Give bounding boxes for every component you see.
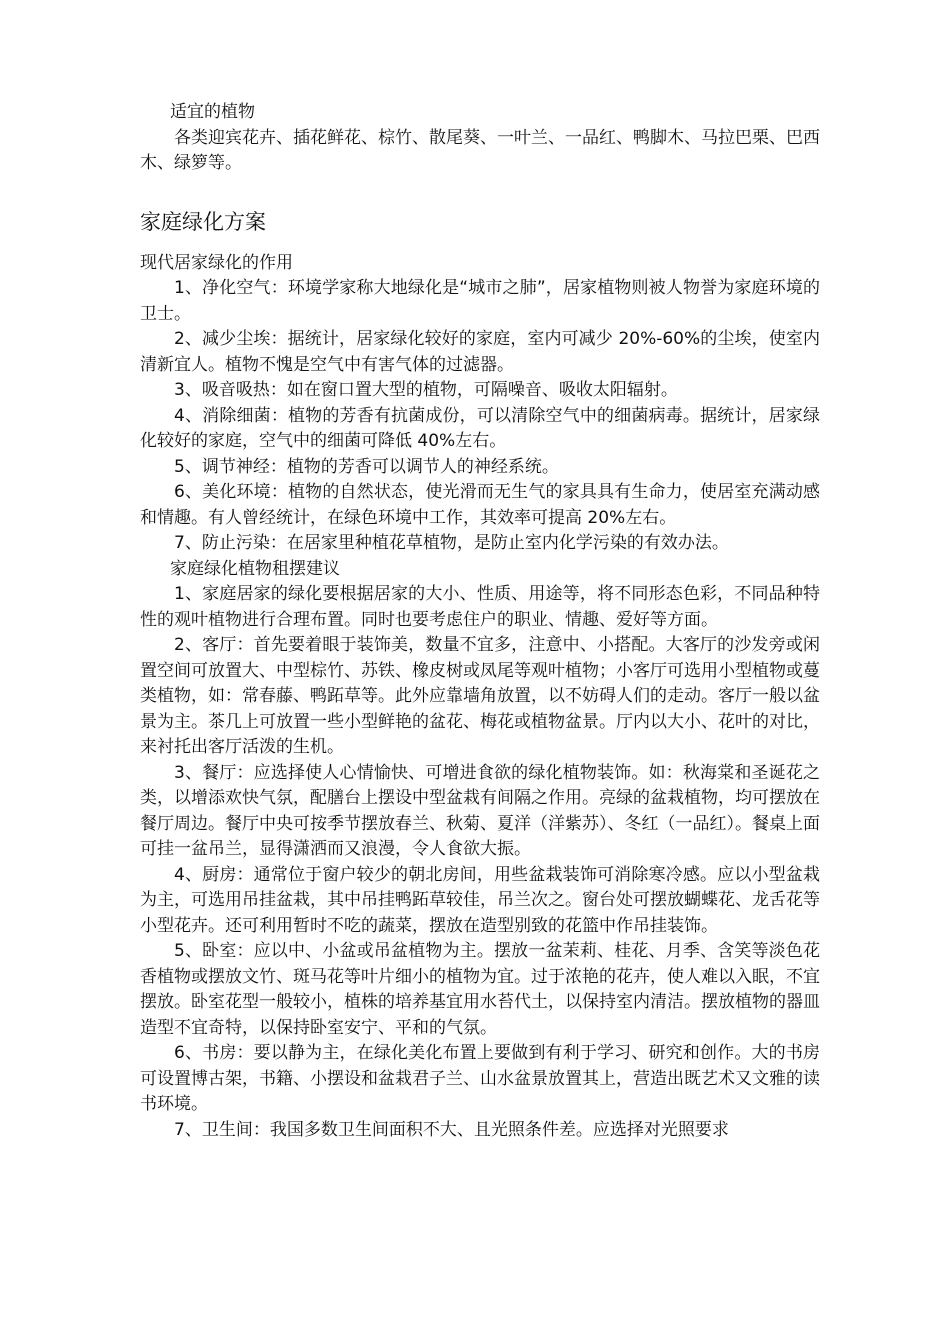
paragraph-advice-bedroom: 5、卧室：应以中、小盆或吊盆植物为主。摆放一盆茉莉、桂花、月季、含笑等淡色花香植物或摆放文竹、斑马花等叶片细小的植物为宜。过于浓艳的花卉，使人难以入眠，不宜摆放。卧室花型一般较小，植株的培养基宜用水苔代土，以保持室内清洁。摆放植物的器皿造型不宜奇特，以保持卧室安宁、平和的气氛。 bbox=[140, 941, 820, 1038]
subheading-rental-advice: 家庭绿化植物租摆建议 bbox=[170, 558, 340, 579]
paragraph-function-2: 2、减少尘埃：据统计，居家绿化较好的家庭，室内可减少 20%-60%的尘埃，使室内清新宜人。植物不愧是空气中有害气体的过滤器。 bbox=[140, 329, 820, 375]
subheading-greening-functions: 现代居家绿化的作用 bbox=[140, 252, 293, 273]
paragraph-advice-1: 1、家庭居家的绿化要根据居家的大小、性质、用途等，将不同形态色彩，不同品种特性的观叶植物进行合理布置。同时也要考虑住户的职业、情趣、爱好等方面。 bbox=[140, 584, 820, 630]
paragraph-suitable-plants: 各类迎宾花卉、插花鲜花、棕竹、散尾葵、一叶兰、一品红、鸭脚木、马拉巴栗、巴西木、绿箩等。 bbox=[140, 127, 820, 173]
paragraph-advice-study: 6、书房：要以静为主，在绿化美化布置上要做到有利于学习、研究和创作。大的书房可设置博古架，书籍、小摆设和盆栽君子兰、山水盆景放置其上，营造出既艺术又文雅的读书环境。 bbox=[140, 1043, 820, 1114]
paragraph-function-5: 5、调节神经：植物的芳香可以调节人的神经系统。 bbox=[174, 456, 559, 477]
paragraph-function-7: 7、防止污染：在居家里种植花草植物，是防止室内化学污染的有效办法。 bbox=[174, 533, 729, 553]
paragraph-advice-bathroom: 7、卫生间：我国多数卫生间面积不大、且光照条件差。应选择对光照要求 bbox=[174, 1119, 729, 1140]
paragraph-advice-dining-room: 3、餐厅：应选择使人心情愉快、可增进食欲的绿化植物装饰。如：秋海棠和圣诞花之类，以增添欢快气氛，配膳台上摆设中型盆栽有间隔之作用。亮绿的盆栽植物，均可摆放在餐厅周边。餐厅中央可按季节摆放春兰、秋菊、夏洋（洋紫苏）、冬红（一品红）。餐桌上面可挂一盆吊兰，显得潇洒而又浪漫，令人食欲大振。 bbox=[140, 762, 820, 859]
paragraph-advice-kitchen: 4、厨房：通常位于窗户较少的朝北房间，用些盆栽装饰可消除寒冷感。应以小型盆栽为主，可选用吊挂盆栽，其中吊挂鸭跖草较佳，吊兰次之。窗台处可摆放蝴蝶花、龙舌花等小型花卉。还可利用暂时不吃的蔬菜，摆放在造型别致的花篮中作吊挂装饰。 bbox=[140, 864, 820, 936]
paragraph-function-1: 1、净化空气：环境学家称大地绿化是“城市之肺”，居家植物则被人物誉为家庭环境的卫士。 bbox=[140, 278, 820, 324]
paragraph-advice-living-room: 2、客厅：首先要着眼于装饰美，数量不宜多，注意中、小搭配。大客厅的沙发旁或闲置空间可放置大、中型棕竹、苏铁、橡皮树或凤尾等观叶植物；小客厅可选用小型植物或蔓类植物，如：常春藤、鸭跖草等。此外应靠墙角放置，以不妨碍人们的走动。客厅一般以盆景为主。茶几上可放置一些小型鲜艳的盆花、梅花或植物盆景。厅内以大小、花叶的对比，来衬托出客厅活泼的生机。 bbox=[140, 635, 820, 757]
paragraph-function-6: 6、美化环境：植物的自然状态，使光滑而无生气的家具具有生命力，使居室充满动感和情趣。有人曾经统计，在绿色环境中工作，其效率可提高 20%左右。 bbox=[140, 482, 820, 528]
section-title-suitable-plants: 适宜的植物 bbox=[170, 102, 255, 122]
paragraph-function-4: 4、消除细菌：植物的芳香有抗菌成份，可以清除空气中的细菌病毒。据统计，居家绿化较好的家庭，空气中的细菌可降低 40%左右。 bbox=[140, 405, 820, 451]
paragraph-function-3: 3、吸音吸热：如在窗口置大型的植物，可隔噪音、吸收太阳辐射。 bbox=[174, 380, 678, 400]
heading-home-greening-plan: 家庭绿化方案 bbox=[140, 209, 266, 234]
document-content bbox=[140, 100, 820, 1143]
